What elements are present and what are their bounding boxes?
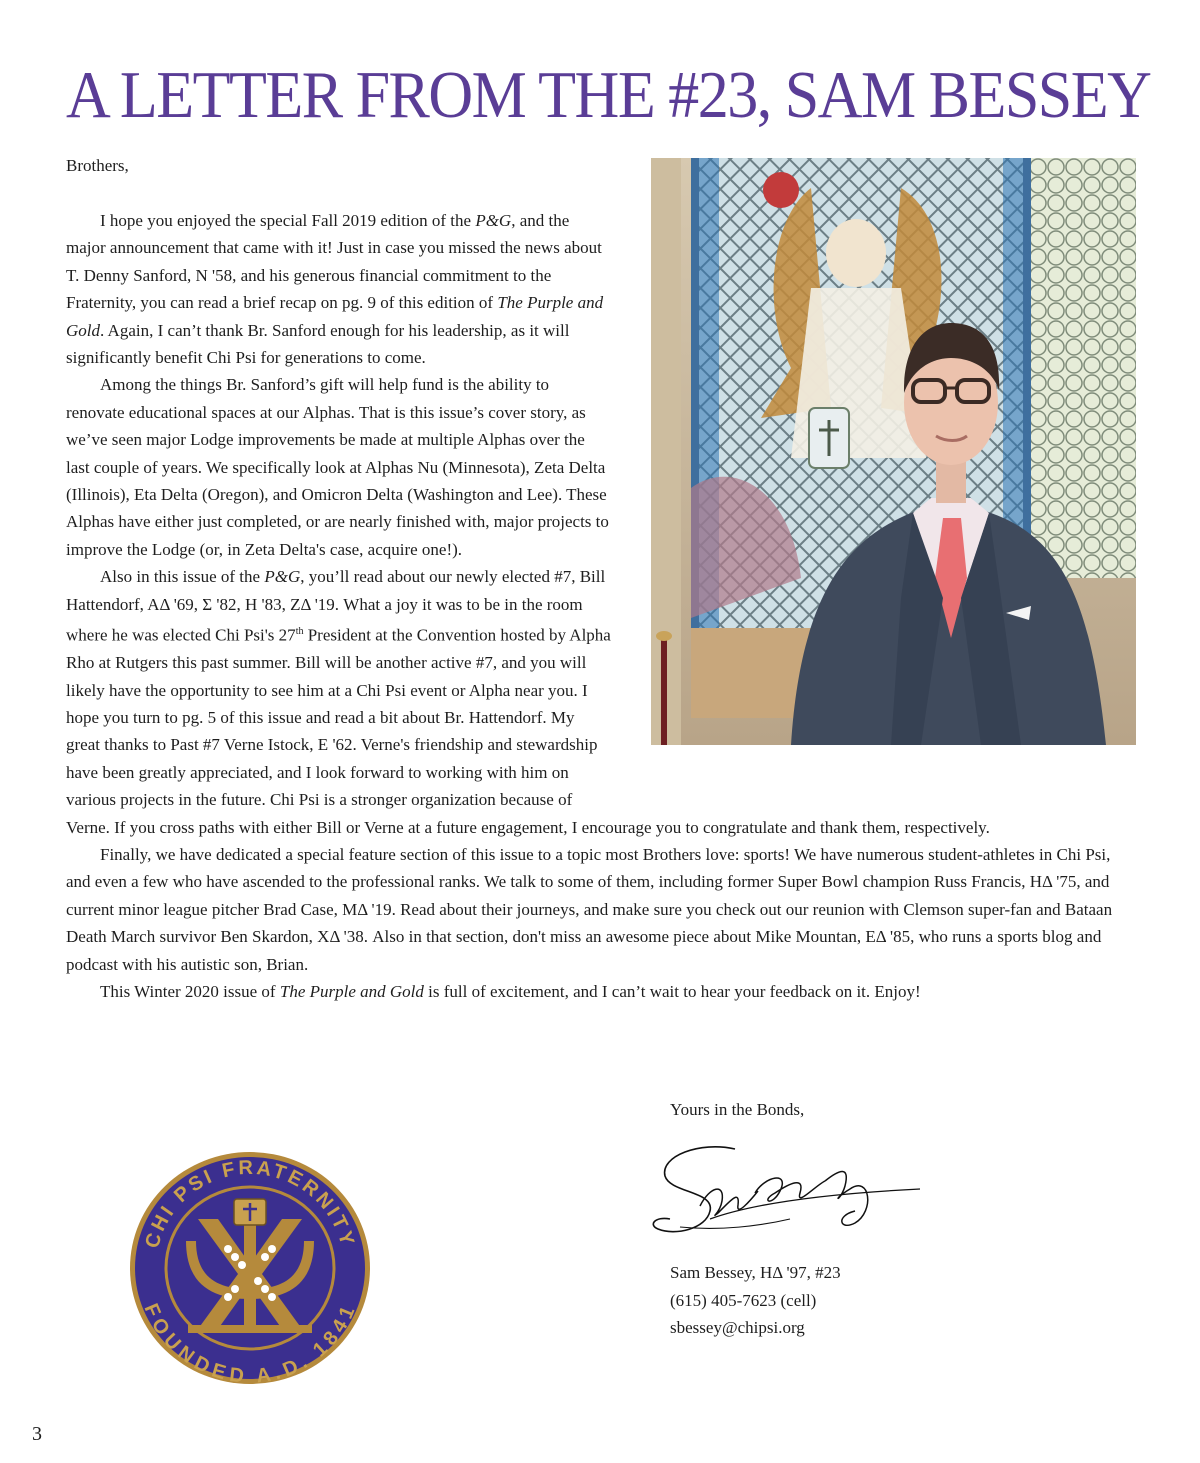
publication-abbrev: P&G (264, 567, 301, 587)
paragraph-3-text-d: President at the Convention hosted by Alpha Rho at Rutgers this past summer. Bill will be another active #7, and you will likely have the opportunity to see him at a Chi Psi event or Alpha near you. I hope you turn to pg. 5 of this issue and read a bit about Br. Hattendorf. My great thanks to Past #7 Verne Istock, E '62. Verne's friendship and stewardship have been greatly appreciated, and I look forward to working with him on various projects in the future. Chi Psi is a stronger organization because of Verne. If you cross paths with either Bill or Verne at a future engagement, I encourage you to congratulate and thank them, respectively. (66, 625, 990, 837)
publication-title: The Purple and Gold (279, 982, 424, 1002)
paragraph-3-text-c: , you’ll read about our newly elected #7, Bill Hattendorf, AΔ '69, Σ '82, H '83, ZΔ '19. What a joy it was to be in the room where he was elected Chi Psi's 27 (66, 567, 606, 645)
signer-email: sbessey@chipsi.org (670, 1318, 805, 1338)
seal-bottom-text: FOUNDED A.D. 1841 (139, 1300, 361, 1387)
publication-abbrev: P&G (475, 211, 512, 230)
paragraph-1-text-c: , and the major announcement that came with it! Just in case you missed the news about T. Denny Sanford, N '58, and his generous financial commitment to the Fraternity, you can read a brief recap on pg. 9 of this edition of (66, 211, 602, 313)
paragraph-2: Among the things Br. Sanford’s gift will help fund is the ability to renovate educational spaces at our Alphas. That is this issue’s cover story, as we’ve seen major Lodge improvements be made at multiple Alphas over the last couple of years. We specifically look at Alphas Nu (Minnesota), Zeta Delta (Illinois), Eta Delta (Oregon), and Omicron Delta (Washington and Lee). These Alphas have either just completed, or are nearly finished with, major projects to improve the Lodge (or, in Zeta Delta's case, acquire one!). (66, 375, 609, 559)
letter-body (66, 207, 1136, 1005)
chi-psi-seal (128, 1149, 372, 1387)
paragraph-3-text-a: Also in this issue of the (100, 567, 265, 587)
paragraph-4: Finally, we have dedicated a special feature section of this issue to a topic most Brothers love: sports! We have numerous student-athletes in Chi Psi, and even a few who have ascended to the professional ranks. We talk to some of them, including former Super Bowl champion Russ Francis, HΔ '75, and current minor league pitcher Brad Case, MΔ '19. Read about their journeys, and make sure you check out our reunion with Clemson super-fan and Bataan Death March survivor Ben Skardon, XΔ '38. Also in that section, don't miss an awesome piece about Mike Mountan, EΔ '85, who runs a sports blog and podcast with his autistic son, Brian. (66, 845, 1113, 974)
seal-top-text: CHI PSI FRATERNITY (141, 1156, 359, 1251)
signer-name: Sam Bessey, HΔ '97, #23 (670, 1263, 841, 1283)
signature-block (670, 1096, 1130, 1342)
contact-info (670, 1259, 1130, 1341)
signer-phone: (615) 405-7623 (cell) (670, 1290, 817, 1310)
paragraph-1-text-e: . Again, I can’t thank Br. Sanford enough for his leadership, as it will significantly benefit Chi Psi for generations to come. (66, 320, 570, 368)
paragraph-5 (66, 978, 1136, 1005)
paragraph-5-text-a: This Winter 2020 issue of (100, 982, 280, 1002)
signoff: Yours in the Bonds, (670, 1100, 805, 1119)
paragraph-1-text-a: I hope you enjoyed the special Fall 2019 edition of the (100, 211, 476, 230)
salutation: Brothers, (66, 156, 129, 175)
page-title: A LETTER FROM THE #23, SAM BESSEY (66, 58, 1151, 132)
page-number: 3 (32, 1423, 42, 1445)
paragraph-5-text-c: is full of excitement, and I can’t wait to hear your feedback on it. Enjoy! (423, 982, 921, 1002)
photo-wrap-spacer (611, 207, 1136, 803)
handwritten-signature (640, 1131, 930, 1251)
ordinal-superscript: th (295, 626, 304, 638)
publication-title: The Purple and Gold (66, 293, 604, 340)
